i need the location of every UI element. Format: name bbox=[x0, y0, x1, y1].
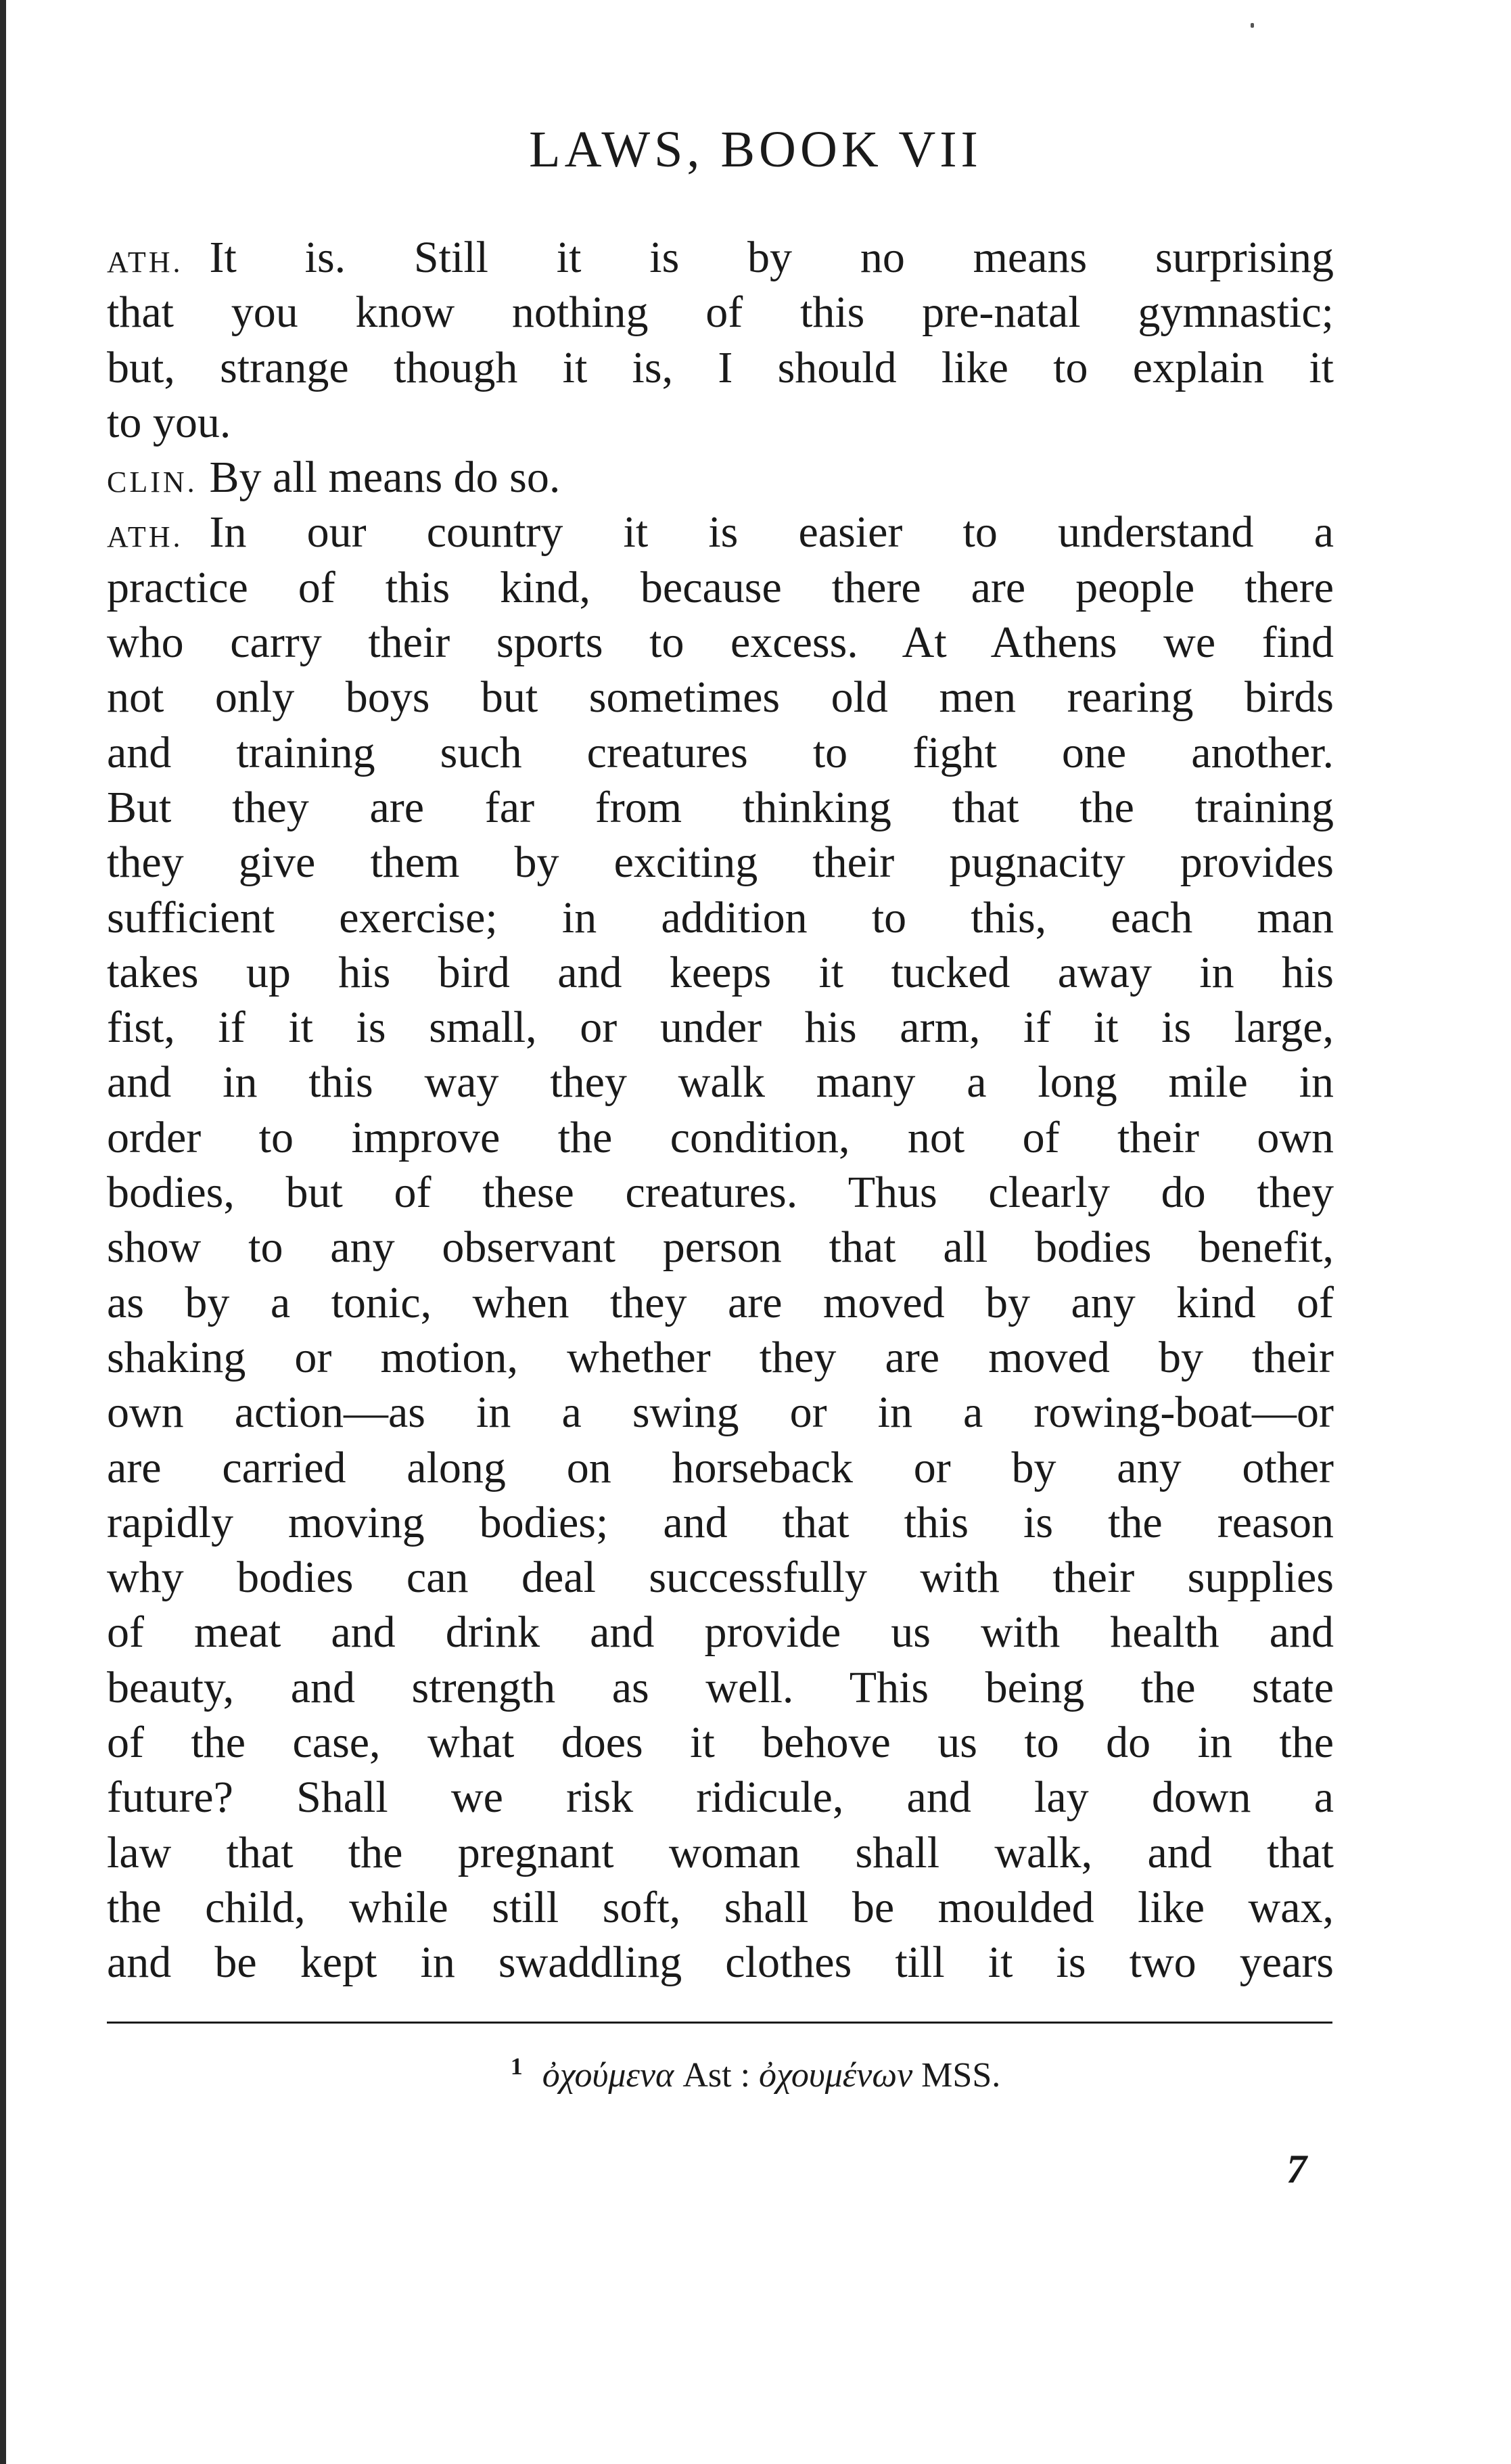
text-line bbox=[107, 285, 1334, 340]
line-text: and in this way they walk many a long mile in bbox=[107, 1057, 1334, 1108]
footnote-rule bbox=[107, 2022, 1332, 2024]
footnote-editor: Ast : bbox=[682, 2056, 751, 2095]
line-text: practice of this kind, because there are people there bbox=[107, 562, 1334, 612]
text-line bbox=[107, 1440, 1334, 1495]
line-text: of meat and drink and provide us with health and bbox=[107, 1607, 1334, 1658]
footnote bbox=[0, 2055, 1511, 2095]
text-line bbox=[107, 1880, 1334, 1935]
line-text: law that the pregnant woman shall walk, and that bbox=[107, 1827, 1334, 1877]
text-line bbox=[107, 1770, 1334, 1825]
text-line bbox=[107, 1825, 1334, 1880]
line-text: takes up his bird and keeps it tucked away in his bbox=[107, 947, 1334, 997]
line-text: future? Shall we risk ridicule, and lay down a bbox=[107, 1773, 1334, 1823]
line-text: they give them by exciting their pugnacity provides bbox=[107, 838, 1334, 888]
line-text: who carry their sports to excess. At Athens we find bbox=[107, 618, 1334, 668]
text-line bbox=[107, 670, 1334, 725]
line-text: and be kept in swaddling clothes till it is two years bbox=[107, 1938, 1334, 1988]
line-text: not only boys but sometimes old men rearing birds bbox=[107, 672, 1334, 723]
footnote-marker: 1 bbox=[510, 2053, 523, 2080]
text-line bbox=[107, 1055, 1334, 1110]
line-text: In our country it is easier to understand a bbox=[209, 507, 1334, 557]
text-line bbox=[107, 1000, 1334, 1055]
text-line bbox=[107, 395, 1334, 450]
text-line bbox=[107, 1660, 1334, 1715]
text-line bbox=[107, 1110, 1334, 1165]
line-text: the child, while still soft, shall be moulded like wax, bbox=[107, 1882, 1334, 1932]
line-text: bodies, but of these creatures. Thus clearly do they bbox=[107, 1168, 1334, 1218]
text-line bbox=[107, 1275, 1334, 1330]
line-text: fist, if it is small, or under his arm, if it is large, bbox=[107, 1003, 1334, 1053]
text-line bbox=[107, 230, 1334, 285]
text-line bbox=[107, 340, 1334, 395]
text-line bbox=[107, 1385, 1334, 1440]
line-text: show to any observant person that all bodies benefit, bbox=[107, 1223, 1334, 1273]
text-line bbox=[107, 450, 1334, 505]
text-line bbox=[107, 1495, 1334, 1550]
text-line bbox=[107, 1165, 1334, 1220]
line-text: to you. bbox=[107, 397, 231, 447]
line-text: But they are far from thinking that the training bbox=[107, 782, 1334, 832]
speaker-label: CLIN. bbox=[107, 465, 197, 499]
speaker-label: ATH. bbox=[107, 246, 183, 279]
line-text: shaking or motion, whether they are moved by their bbox=[107, 1332, 1334, 1382]
line-text: that you know nothing of this pre-natal gymnastic; bbox=[107, 288, 1334, 338]
line-text: why bodies can deal successfully with their supplies bbox=[107, 1553, 1334, 1603]
line-text: as by a tonic, when they are moved by any kind of bbox=[107, 1277, 1334, 1327]
text-line bbox=[107, 615, 1334, 670]
text-line bbox=[107, 835, 1334, 890]
body-text bbox=[107, 230, 1334, 1990]
line-text: and training such creatures to fight one another. bbox=[107, 727, 1334, 777]
line-text: It is. Still it is by no means surprising bbox=[209, 233, 1334, 282]
text-line bbox=[107, 1550, 1334, 1605]
line-text: own action—as in a swing or in a rowing-boat—or bbox=[107, 1388, 1334, 1438]
line-text: rapidly moving bodies; and that this is the reason bbox=[107, 1497, 1334, 1547]
speaker-label: ATH. bbox=[107, 520, 183, 554]
footnote-greek-variant: ὀχουμένων bbox=[759, 2056, 913, 2095]
line-text: order to improve the condition, not of their own bbox=[107, 1112, 1334, 1162]
line-text: beauty, and strength as well. This being the state bbox=[107, 1662, 1334, 1712]
line-text: but, strange though it is, I should like to explain it bbox=[107, 342, 1334, 392]
line-text: are carried along on horseback or by any other bbox=[107, 1442, 1334, 1492]
text-line bbox=[107, 505, 1334, 560]
text-line bbox=[107, 1220, 1334, 1275]
text-line bbox=[107, 1330, 1334, 1385]
text-line bbox=[107, 945, 1334, 1000]
text-line bbox=[107, 725, 1334, 780]
text-line bbox=[107, 890, 1334, 945]
text-line bbox=[107, 1715, 1334, 1770]
text-line bbox=[107, 1605, 1334, 1660]
line-text: By all means do so. bbox=[209, 453, 561, 503]
scan-speck bbox=[1251, 23, 1254, 28]
text-line bbox=[107, 560, 1334, 615]
running-header: LAWS, BOOK VII bbox=[529, 121, 982, 178]
text-line bbox=[107, 780, 1334, 835]
footnote-greek-reading: ὀχούμενα bbox=[542, 2056, 674, 2095]
page-number: 7 bbox=[1286, 2147, 1307, 2191]
line-text: of the case, what does it behove us to do in the bbox=[107, 1718, 1334, 1768]
footnote-source: MSS. bbox=[921, 2056, 1001, 2095]
line-text: sufficient exercise; in addition to this, each man bbox=[107, 892, 1334, 942]
text-line bbox=[107, 1935, 1334, 1990]
